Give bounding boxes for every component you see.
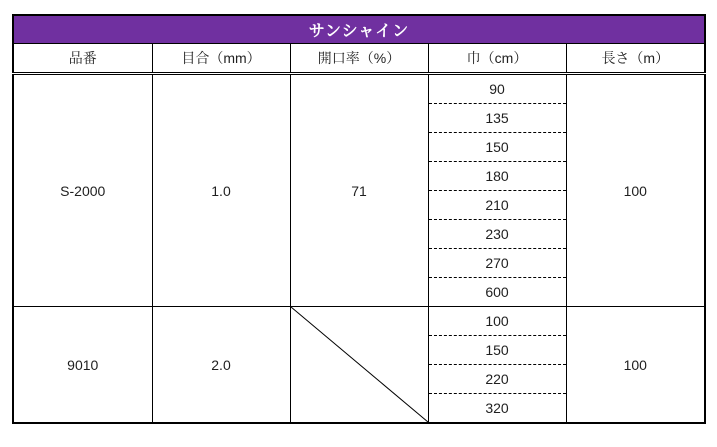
col-header-part-no: 品番 <box>13 44 152 74</box>
mesh-cell: 2.0 <box>152 307 290 424</box>
opening-rate-cell: 71 <box>290 74 428 307</box>
header-row <box>13 44 705 74</box>
width-cell: 210 <box>428 191 566 220</box>
width-cell: 180 <box>428 162 566 191</box>
table-row <box>13 307 705 336</box>
width-cell: 90 <box>428 74 566 104</box>
table-title: サンシャイン <box>13 15 705 44</box>
col-header-opening-rate: 開口率（%） <box>290 44 428 74</box>
part-no-cell: S-2000 <box>13 74 152 307</box>
mesh-cell: 1.0 <box>152 74 290 307</box>
length-cell: 100 <box>566 74 705 307</box>
width-cell: 150 <box>428 336 566 365</box>
width-cell: 600 <box>428 278 566 307</box>
width-cell: 270 <box>428 249 566 278</box>
title-row <box>13 15 705 44</box>
part-no-cell: 9010 <box>13 307 152 424</box>
col-header-width: 巾（cm） <box>428 44 566 74</box>
length-cell: 100 <box>566 307 705 424</box>
width-cell: 135 <box>428 104 566 133</box>
width-cell: 100 <box>428 307 566 336</box>
col-header-length: 長さ（m） <box>566 44 705 74</box>
width-cell: 150 <box>428 133 566 162</box>
product-spec-table <box>12 14 706 424</box>
table-row <box>13 74 705 104</box>
col-header-mesh: 目合（mm） <box>152 44 290 74</box>
width-cell: 230 <box>428 220 566 249</box>
diagonal-line <box>291 307 428 422</box>
opening-rate-diagonal-cell <box>290 307 428 424</box>
width-cell: 320 <box>428 394 566 424</box>
width-cell: 220 <box>428 365 566 394</box>
